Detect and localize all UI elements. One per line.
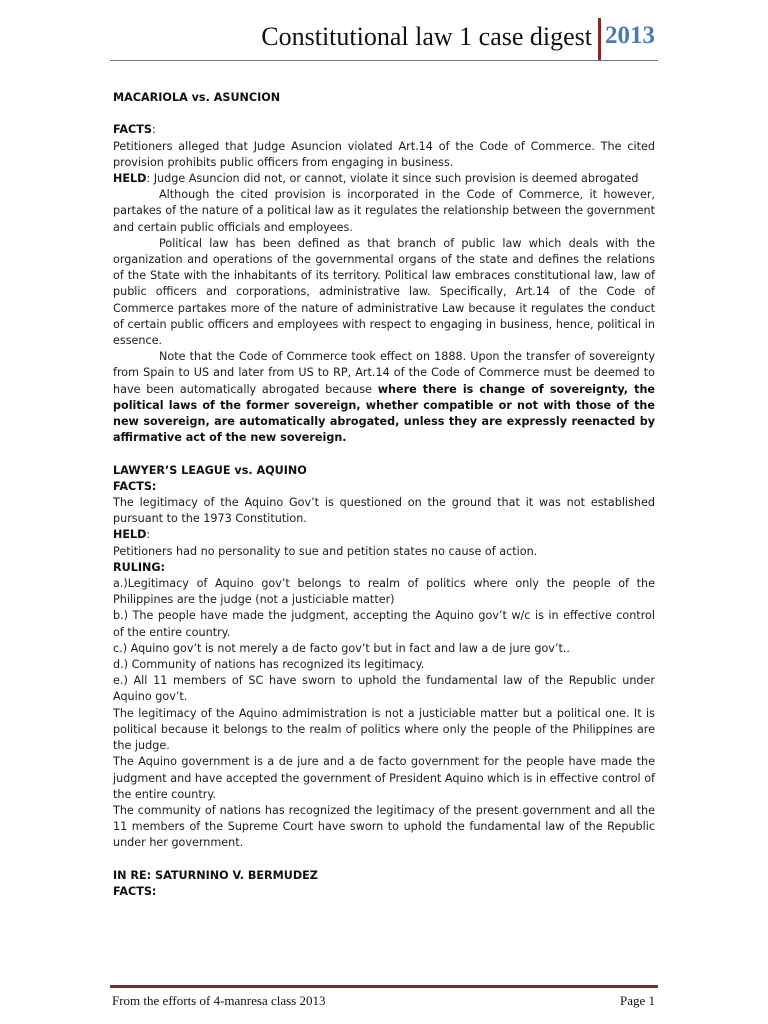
facts-colon: : bbox=[151, 123, 156, 137]
facts-label: FACTS: bbox=[113, 479, 157, 493]
held-heading bbox=[113, 527, 655, 543]
paragraph: The legitimacy of the Aquino admimistration is not a justiciable matter but a political one. It is political because it belongs to the realm of politics where only the people of the Philippines are the judge. bbox=[113, 706, 655, 753]
ruling-label: RULING: bbox=[113, 560, 166, 574]
ruling-item: e.) All 11 members of SC have sworn to uphold the fundamental law of the Republic under Aquino gov’t. bbox=[113, 674, 655, 704]
paragraph bbox=[113, 349, 655, 446]
paragraph: Although the cited provision is incorporated in the Code of Commerce, it however, partakes of the nature of a political law as it regulates the relationship between the government and certain public officials and employees. bbox=[113, 188, 655, 234]
footer-credit: From the efforts of 4-manresa class 2013 bbox=[112, 993, 326, 1008]
held-text: : Judge Asuncion did not, or cannot, violate it since such provision is deemed abrogated bbox=[146, 172, 639, 185]
paragraph: Political law has been defined as that branch of public law which deals with the organization and operations of the governmental organs of the state and defines the relations of the State with the inhabitants of its territory. Political law embraces constitutional law, law of public officers and corporations, administrative law. Specifically, Art.14 of the Code of Commerce partakes more of the nature of administrative Law because it regulates the conduct of certain public officers and employees with respect to engaging in business, hence, political in essence. bbox=[113, 236, 655, 348]
facts-text: Petitioners alleged that Judge Asuncion violated Art.14 of the Code of Commerce. The cited provision prohibits public officers from engaging in business. bbox=[113, 139, 655, 169]
footer-rule bbox=[110, 985, 658, 988]
paragraph: The Aquino government is a de jure and a de facto government for the people have made the judgment and have accepted the government of President Aquino which is in effective control of the entire country. bbox=[113, 755, 655, 801]
ruling-item: c.) Aquino gov’t is not merely a de facto gov’t but in fact and law a de jure gov’t.. bbox=[113, 641, 570, 655]
held-label: HELD bbox=[113, 528, 147, 542]
header-year: 2013 bbox=[605, 22, 655, 49]
ruling-item: a.)Legitimacy of Aquino gov’t belongs to realm of politics where only the people of the Philippines are the judge (not a justiciable matter) bbox=[113, 577, 655, 607]
facts-heading bbox=[113, 122, 655, 138]
facts-text: The legitimacy of the Aquino Gov’t is questioned on the ground that it was not established pursuant to the 1973 Constitution. bbox=[113, 496, 655, 526]
paragraph: The community of nations has recognized the legitimacy of the present government and all the 11 members of the Supreme Court have sworn to uphold the fundamental law of the Republic under her government. bbox=[113, 803, 655, 850]
page-header bbox=[0, 0, 768, 62]
ruling-item: d.) Community of nations has recognized its legitimacy. bbox=[113, 658, 425, 672]
facts-label: FACTS: bbox=[113, 884, 157, 898]
ruling-item: b.) The people have made the judgment, accepting the Aquino gov’t w/c is in effective control of the entire country. bbox=[113, 609, 655, 639]
document-body bbox=[113, 90, 655, 900]
page-number: Page 1 bbox=[619, 993, 655, 1008]
case-title-macariola: MACARIOLA vs. ASUNCION bbox=[113, 91, 281, 104]
held-colon: : bbox=[146, 528, 151, 542]
spacer bbox=[113, 852, 655, 868]
header-rule bbox=[110, 60, 658, 61]
held-line bbox=[113, 171, 655, 187]
spacer bbox=[113, 446, 655, 462]
header-separator bbox=[598, 18, 601, 60]
case-title-bermudez: IN RE: SATURNINO V. BERMUDEZ bbox=[113, 868, 318, 882]
spacer bbox=[113, 106, 655, 122]
facts-label: FACTS bbox=[113, 123, 152, 137]
held-text: Petitioners had no personality to sue and petition states no cause of action. bbox=[113, 544, 538, 558]
paragraph-emphasis: where there is change of sovereignty, the political laws of the former sovereign, whether compatible or not with those of the new sovereign, are automatically abrogated, unless they are expressly reenacted by affirmative act of the new sovereign. bbox=[113, 382, 655, 445]
paragraph-text: Note that the Code of Commerce took effect on 1888. Upon the transfer of sovereignty from Spain to US and later from US to RP, Art.14 of the Code of Commerce must be deemed to have been automatically abrogated because bbox=[113, 350, 655, 396]
held-label: HELD bbox=[113, 172, 147, 185]
header-title: Constitutional law 1 case digest bbox=[261, 22, 592, 51]
case-title-lawyers-league: LAWYER’S LEAGUE vs. AQUINO bbox=[113, 463, 307, 477]
